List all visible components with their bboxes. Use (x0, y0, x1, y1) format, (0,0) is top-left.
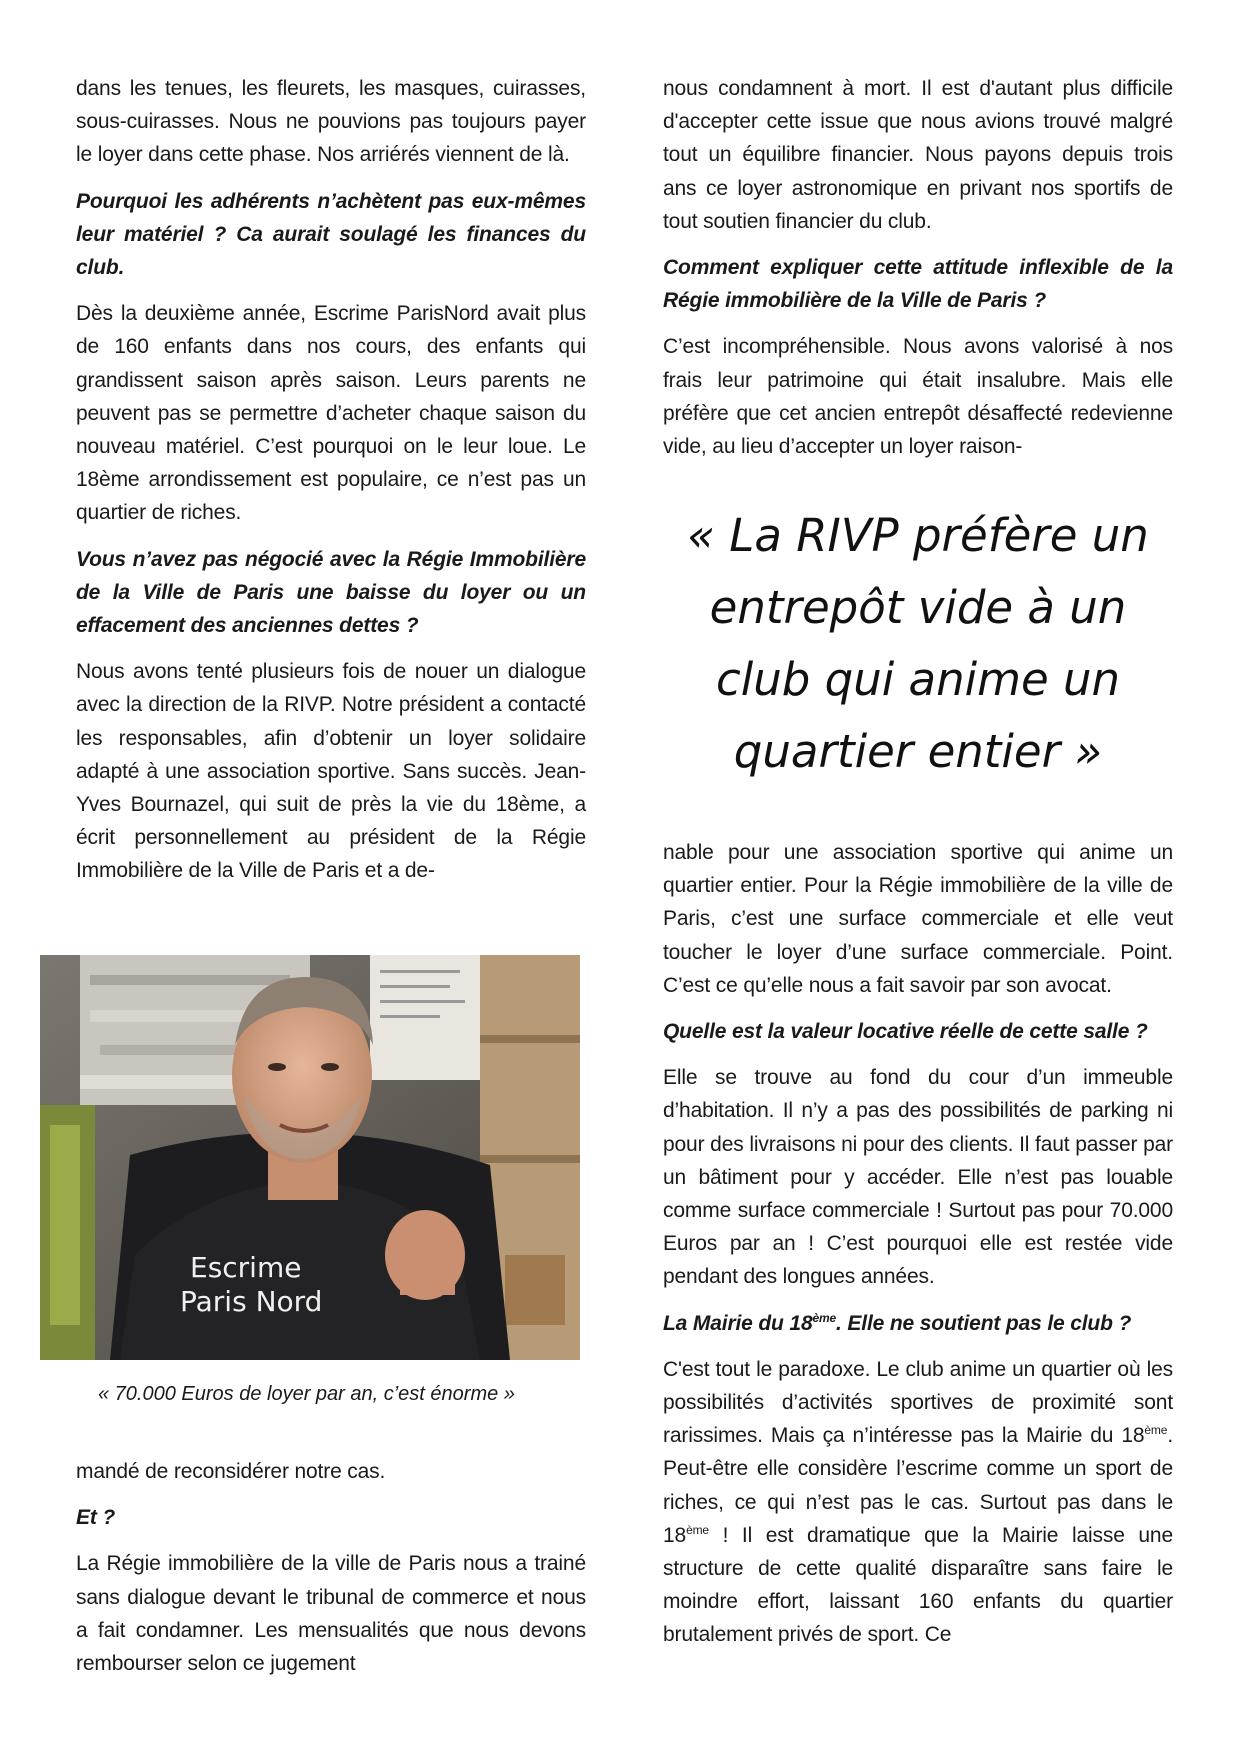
interview-question-mairie: La Mairie du 18ème. Elle ne soutient pas le club ? (663, 1310, 1132, 1335)
interview-photo (40, 955, 580, 1360)
paragraph: mandé de reconsidérer notre cas. (76, 1460, 386, 1483)
paragraph: C’est incompréhensible. Nous avons valorisé à nos frais leur patrimoine qui était insalubre. Mais elle préfère que cet ancien entrepôt désaffecté redevienne vide, au lieu d’accepter un loyer raison- (663, 335, 1173, 459)
paragraph-last: C'est tout le paradoxe. Le club anime un quartier où les possibilités d’activités sportives de proximité sont rarissimes. Mais ça n’intéresse pas la Mairie du 18ème. Peut-être elle considère l’escrime comme un sport de riches, ce qui n’est pas le cas. Surtout pas dans le 18ème ! Il est dramatique que la Mairie laisse une structure de cette qualité disparaître sans faire le moindre effort, laissant 160 enfants du quartier brutalement privés de sport. Ce (663, 1357, 1173, 1647)
paragraph: nable pour une association sportive qui anime un quartier entier. Pour la Régie immobilière de la ville de Paris, c’est une surface commerciale et elle veut toucher le loyer d’une surface commerciale. Point. C’est ce qu’elle nous a fait savoir par son avocat. (663, 841, 1173, 997)
photo-caption: « 70.000 Euros de loyer par an, c’est énorme » (98, 1383, 515, 1405)
paragraph: Elle se trouve au fond du cour d’un immeuble d’habitation. Il n’y a pas des possibilités de parking ni pour des livraisons ni pour des clients. Il faut passer par un bâtiment pour y accéder. Elle n’est pas louable comme surface commerciale ! Surtout pas pour 70.000 Euros par an ! C’est pourquoi elle est restée vide pendant des longues années. (663, 1066, 1173, 1289)
paragraph: Nous avons tenté plusieurs fois de nouer un dialogue avec la direction de la RIVP. Notre président a contacté les responsables, afin d’obtenir un loyer solidaire adapté à une association sportive. Sans succès. Jean-Yves Bournazel, qui suit de près la vie du 18ème, a écrit personnellement au président de la Régie Immobilière de la Ville de Paris et a de- (76, 660, 586, 883)
interview-question: Comment expliquer cette attitude inflexible de la Régie immobilière de la Ville de Paris ? (663, 256, 1173, 313)
right-column-bottom (663, 836, 1173, 1665)
shirt-text-line1: Escrime (190, 1251, 302, 1284)
left-column-bottom (76, 1455, 586, 1693)
shirt-text-line2: Paris Nord (180, 1285, 323, 1318)
interview-question: Vous n’avez pas négocié avec la Régie Immobilière de la Ville de Paris une baisse du loyer ou un effacement des anciennes dettes ? (76, 547, 586, 638)
paragraph: La Régie immobilière de la ville de Paris nous a trainé sans dialogue devant le tribunal de commerce et nous a fait condamner. Les mensualités que nous devons rembourser selon ce jugement (76, 1552, 586, 1676)
paragraph: Dès la deuxième année, Escrime ParisNord avait plus de 160 enfants dans nos cours, des enfants qui grandissent saison après saison. Leurs parents ne peuvent pas se permettre d’acheter chaque saison du nouveau matériel. C’est pourquoi on le leur loue. Le 18ème arrondissement est populaire, ce n’est pas un quartier de riches. (76, 302, 586, 525)
left-column (76, 72, 586, 901)
interview-question: Pourquoi les adhérents n’achètent pas eux-mêmes leur matériel ? Ca aurait soulagé les finances du club. (76, 189, 586, 280)
paragraph: dans les tenues, les fleurets, les masques, cuirasses, sous-cuirasses. Nous ne pouvions pas toujours payer le loyer dans cette phase. Nos arriérés viennent de là. (76, 77, 586, 167)
pull-quote: « La RIVP préfère un entrepôt vide à un club qui anime un quartier entier » (687, 509, 1149, 778)
right-column (663, 72, 1173, 476)
interview-question: Et ? (76, 1506, 116, 1530)
paragraph: nous condamnent à mort. Il est d'autant plus difficile d'accepter cette issue que nous avions trouvé malgré tout un équilibre financier. Nous payons depuis trois ans ce loyer astronomique en privant nos sportifs de tout soutien financier du club. (663, 77, 1173, 233)
interview-question: Quelle est la valeur locative réelle de cette salle ? (663, 1020, 1148, 1044)
